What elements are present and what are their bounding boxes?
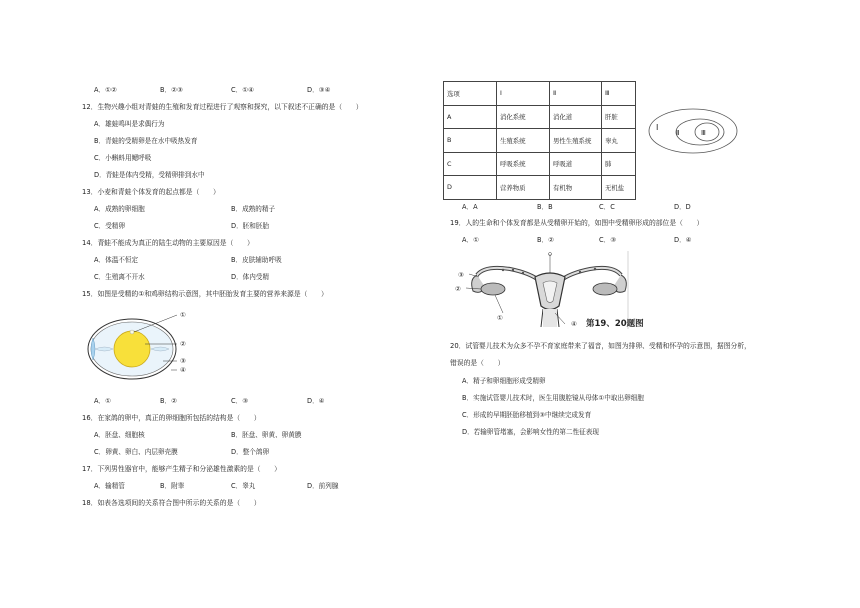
table-cell: C	[444, 152, 497, 176]
table-header-cell: 选项	[444, 82, 497, 106]
uterus-figure-label-4: ④	[571, 320, 577, 328]
table-row	[444, 105, 636, 129]
egg-label-1: ①	[180, 311, 186, 319]
q11-option-a: A．①②	[94, 86, 117, 94]
venn-circle-3	[695, 123, 719, 141]
q16-option-a: A．胚盘、细胞核	[94, 431, 145, 439]
uterus-figure-label-2: ②	[455, 285, 461, 293]
left-ovary	[481, 283, 505, 295]
table-cell: 无机盐	[602, 176, 636, 200]
q20-option-a: A．精子和卵细胞形成受精卵	[462, 377, 546, 385]
table-cell: 肝脏	[602, 105, 636, 129]
table-cell: 消化道	[550, 105, 602, 129]
q15-stem: 15．如图是受精的①和鸡卵结构示意图，其中胚胎发育主要的营养来源是（ ）	[82, 290, 328, 298]
q11-option-c: C．①④	[231, 86, 255, 94]
q14-option-c: C．生殖离不开水	[94, 273, 145, 281]
figure-caption: 第19、20题图	[586, 319, 644, 329]
q18-stem: 18．如表各选项间的关系符合图中所示的关系的是（ ）	[82, 499, 261, 507]
table-cell: A	[444, 105, 497, 129]
q13-stem: 13．小麦和青蛙个体发育的起点都是（ ）	[82, 188, 220, 196]
q20-option-b: B．实施试管婴儿技术时，医生用腹腔镜从母体①中取出卵细胞	[462, 394, 644, 402]
q17-option-b: B．附睾	[160, 482, 185, 490]
q18-option-a: A．A	[462, 203, 478, 211]
q20-stem-line-2: 错误的是（ ）	[450, 359, 505, 367]
uterus-figure-label-3: ③	[458, 271, 464, 279]
q14-option-d: D．体内受精	[231, 273, 270, 281]
q16-option-c: C．卵黄、卵白、内层卵壳膜	[94, 448, 178, 456]
table-header-cell: Ⅲ	[602, 82, 636, 106]
q15-option-b: B．②	[160, 397, 178, 405]
q18-option-c: C．C	[599, 203, 615, 211]
table-header-cell: Ⅰ	[497, 82, 550, 106]
table-cell: 生殖系统	[497, 129, 550, 153]
table-cell: 男性生殖系统	[550, 129, 602, 153]
table-cell: 消化系统	[497, 105, 550, 129]
q17-option-c: C．睾丸	[231, 482, 256, 490]
q13-option-b: B．成熟的精子	[231, 205, 276, 213]
q14-option-b: B．皮肤辅助呼吸	[231, 256, 282, 264]
venn-label-2: Ⅱ	[676, 129, 680, 137]
q11-option-b: B．②③	[160, 86, 183, 94]
q18-option-d: D．D	[674, 203, 691, 211]
egg-label-4: ④	[180, 366, 186, 374]
q12-option-b: B．青蛙的受精卵是在水中吸热发育	[94, 137, 198, 145]
q17-stem: 17．下列男性器官中，能够产生精子和分泌雄性激素的是（ ）	[82, 465, 281, 473]
q15-option-a: A．①	[94, 397, 112, 405]
q11-option-d: D．③④	[307, 86, 331, 94]
egg-label-2: ②	[180, 340, 186, 348]
q20-option-d: D．若输卵管堵塞，会影响女性的第二性征表现	[462, 428, 599, 436]
q13-option-d: D．胚和胚胎	[231, 222, 270, 230]
table-header-cell: Ⅱ	[550, 82, 602, 106]
q17-option-a: A．输精管	[94, 482, 125, 490]
q12-option-c: C．小蝌蚪用鳃呼吸	[94, 154, 152, 162]
table-cell: 呼吸道	[550, 152, 602, 176]
venn-diagram	[648, 107, 738, 155]
table-cell: D	[444, 176, 497, 200]
table-cell: 呼吸系统	[497, 152, 550, 176]
q19-option-c: C．③	[599, 236, 617, 244]
germinal-disc	[130, 330, 134, 334]
q19-stem: 19．人的生命和个体发育都是从受精卵开始的，如图中受精卵形成的部位是（ ）	[450, 219, 704, 227]
q20-stem-line-1: 20．试管婴儿技术为众多不孕不育家庭带来了福音，如图为排卵、受精和怀孕的示意图，据图分析，	[450, 342, 751, 350]
q12-stem: 12．生物兴趣小组对青蛙的生殖和发育过程进行了观察和探究，以下叙述不正确的是（ ）	[82, 103, 363, 111]
q16-option-b: B．胚盘、卵黄、卵黄膜	[231, 431, 302, 439]
table-row	[444, 129, 636, 153]
venn-label-3: Ⅲ	[701, 129, 706, 137]
q14-option-a: A．体温不恒定	[94, 256, 139, 264]
uterus-figure-label-1: ①	[497, 314, 503, 322]
q16-option-d: D．整个鸽卵	[231, 448, 270, 456]
yolk	[114, 331, 150, 367]
table-cell: B	[444, 129, 497, 153]
q15-option-d: D．④	[307, 397, 325, 405]
venn-label-1: Ⅰ	[656, 123, 659, 132]
q12-option-a: A．雄蛙鸣叫是求偶行为	[94, 120, 165, 128]
q14-stem: 14．青蛙不能成为真正的陆生动物的主要原因是（ ）	[82, 239, 254, 247]
q13-option-c: C．受精卵	[94, 222, 125, 230]
q19-option-a: A．①	[462, 236, 480, 244]
egg-label-3: ③	[180, 357, 186, 365]
table-row	[444, 152, 636, 176]
table-header-row	[444, 82, 636, 106]
q12-option-d: D．青蛙是体内受精，受精卵排到水中	[94, 171, 205, 179]
table-row	[444, 176, 636, 200]
q19-option-d: D．④	[674, 236, 692, 244]
table-cell: 有机物	[550, 176, 602, 200]
q19-option-b: B．②	[537, 236, 555, 244]
q15-option-c: C．③	[231, 397, 249, 405]
q18-option-b: B．B	[537, 203, 553, 211]
q13-option-a: A．成熟的卵细胞	[94, 205, 145, 213]
table-cell: 肺	[602, 152, 636, 176]
q16-stem: 16．在家鸽的卵中，真正的卵细胞所包括的结构是（ ）	[82, 414, 261, 422]
right-ovary	[593, 283, 617, 295]
table-cell: 营养物质	[497, 176, 550, 200]
q17-option-d: D．前列腺	[307, 482, 339, 490]
table-cell: 睾丸	[602, 129, 636, 153]
relationship-table	[443, 81, 636, 200]
q20-option-c: C．形成的早期胚胎移植到③中继续完成发育	[462, 411, 592, 419]
